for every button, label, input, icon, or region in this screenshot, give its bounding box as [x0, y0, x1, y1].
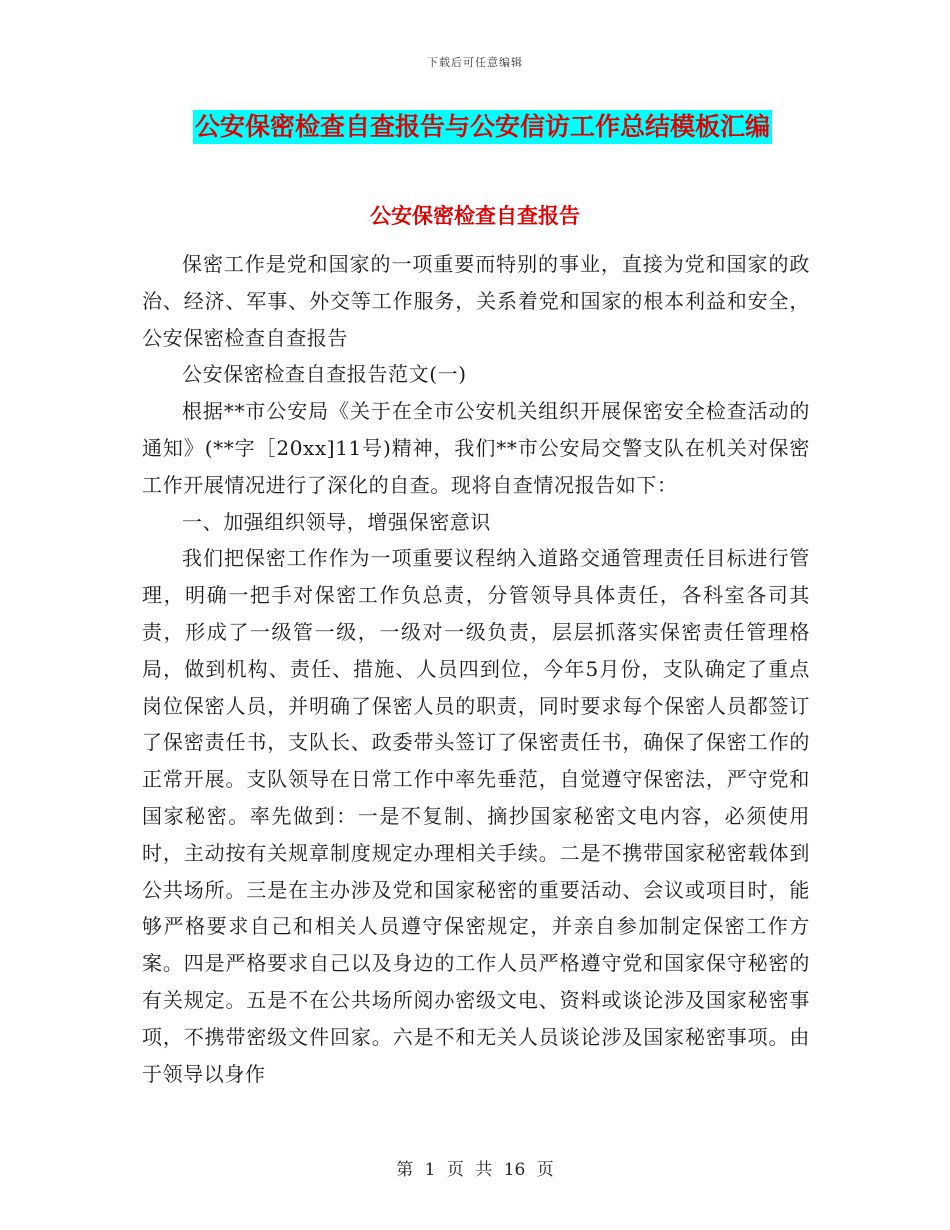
- paragraph: 根据**市公安局《关于在全市公安机关组织开展保密安全检查活动的通知》(**字［20xx]11号)精神，我们**市公安局交警支队在机关对保密工作开展情况进行了深化的自查。现将自查情况报告如下：: [142, 399, 810, 497]
- page-footer: 第 1 页 共 16 页: [396, 1160, 554, 1180]
- header-note: 下载后可任意编辑: [427, 56, 523, 69]
- document-title: 公安保密检查自查报告与公安信访工作总结模板汇编: [193, 110, 772, 144]
- section-title: 公安保密检查自查报告: [370, 204, 580, 228]
- body-text: [142, 246, 810, 1092]
- section-heading: 一、加强组织领导，增强保密意识: [182, 509, 491, 534]
- paragraph: 保密工作是党和国家的一项重要而特别的事业，直接为党和国家的政治、经济、军事、外交等工作服务，关系着党和国家的根本利益和安全，公安保密检查自查报告: [142, 252, 810, 350]
- paragraph: 公安保密检查自查报告范文(一): [182, 362, 467, 387]
- paragraph: 我们把保密工作作为一项重要议程纳入道路交通管理责任目标进行管理，明确一把手对保密工作负总责，分管领导具体责任，各科室各司其责，形成了一级管一级，一级对一级负责，层层抓落实保密责任管理格局，做到机构、责任、措施、人员四到位，今年5月份，支队确定了重点岗位保密人员，并明确了保密人员的职责，同时要求每个保密人员都签订了保密责任书，支队长、政委带头签订了保密责任书，确保了保密工作的正常开展。支队领导在日常工作中率先垂范，自觉遵守保密法，严守党和国家秘密。率先做到：一是不复制、摘抄国家秘密文电内容，必须使用时，主动按有关规章制度规定办理相关手续。二是不携带国家秘密载体到公共场所。三是在主办涉及党和国家秘密的重要活动、会议或项目时，能够严格要求自己和相关人员遵守保密规定，并亲自参加制定保密工作方案。四是严格要求自己以及身边的工作人员严格遵守党和国家保守秘密的有关规定。五是不在公共场所阅办密级文电、资料或谈论涉及国家秘密事项，不携带密级文件回家。六是不和无关人员谈论涉及国家秘密事项。由于领导以身作: [142, 546, 810, 1086]
